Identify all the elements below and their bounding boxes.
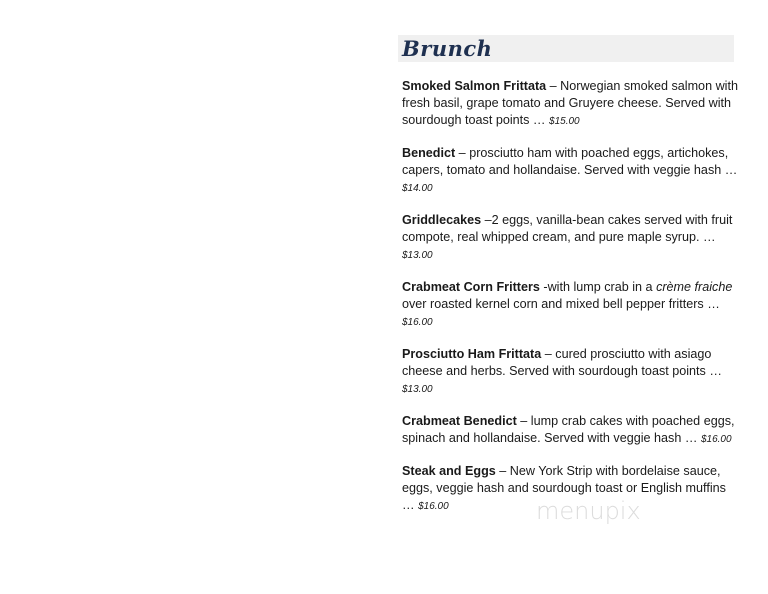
menu-item-description: – New York Strip with bordelaise sauce, eggs, veggie hash and sourdough toast or English muffins (402, 464, 726, 495)
menu-item-separator: … (681, 431, 701, 445)
menu-item-price: $14.00 (402, 183, 433, 194)
menu-item-description: –2 eggs, vanilla-bean cakes served with fruit compote, real whipped cream, and pure maple syrup. (402, 213, 733, 244)
menu-item-separator: … (402, 498, 419, 512)
menu-item-name: Steak and Eggs (402, 464, 496, 478)
menu-item (402, 212, 738, 264)
menu-item-description: -with lump crab in a (539, 280, 657, 294)
menu-item-name: Crabmeat Corn Fritters (402, 280, 540, 294)
menu-item-separator: … (699, 230, 716, 244)
menu-item (402, 346, 738, 398)
section-header-band (398, 35, 734, 62)
menu-item (402, 413, 738, 448)
menu-item-price: $16.00 (402, 317, 433, 328)
menu-item-list (402, 78, 738, 530)
menu-item-price: $15.00 (549, 116, 580, 127)
menu-item (402, 279, 738, 331)
menu-item-name: Griddlecakes (402, 213, 482, 227)
menu-item-description: – Norwegian smoked salmon with fresh basil, grape tomato and Gruyere cheese. Served with sourdough toast points (402, 79, 738, 127)
menu-item-description: – prosciutto ham with poached eggs, artichokes, capers, tomato and hollandaise. Served with veggie hash (402, 146, 729, 177)
menu-item-name: Prosciutto Ham Frittata (402, 347, 542, 361)
menu-item-price: $13.00 (402, 250, 433, 261)
menu-item-price: $13.00 (402, 384, 433, 395)
menu-item-separator: … (529, 113, 550, 127)
menu-item-price: $16.00 (418, 501, 449, 512)
menu-item-name: Benedict (402, 146, 456, 160)
menu-item-name: Crabmeat Benedict (402, 414, 517, 428)
menu-item-separator: … (703, 297, 720, 311)
watermark-logo: menupix (536, 497, 641, 525)
menu-item (402, 78, 738, 130)
menu-item-separator: … (721, 163, 738, 177)
menu-item (402, 145, 738, 197)
menu-item-description-italic: crème fraiche (656, 280, 733, 294)
menu-item-name: Smoked Salmon Frittata (402, 79, 547, 93)
menu-item-price: $16.00 (700, 434, 732, 445)
menu-item-description-rest: over roasted kernel corn and mixed bell pepper fritters (402, 297, 704, 311)
menu-item-separator: … (705, 364, 722, 378)
menu-item-description: – lump crab cakes with poached eggs, spinach and hollandaise. Served with veggie hash (402, 414, 735, 445)
menu-item-description: – cured prosciutto with asiago cheese and herbs. Served with sourdough toast points (402, 347, 712, 378)
section-title: Brunch (402, 36, 493, 61)
